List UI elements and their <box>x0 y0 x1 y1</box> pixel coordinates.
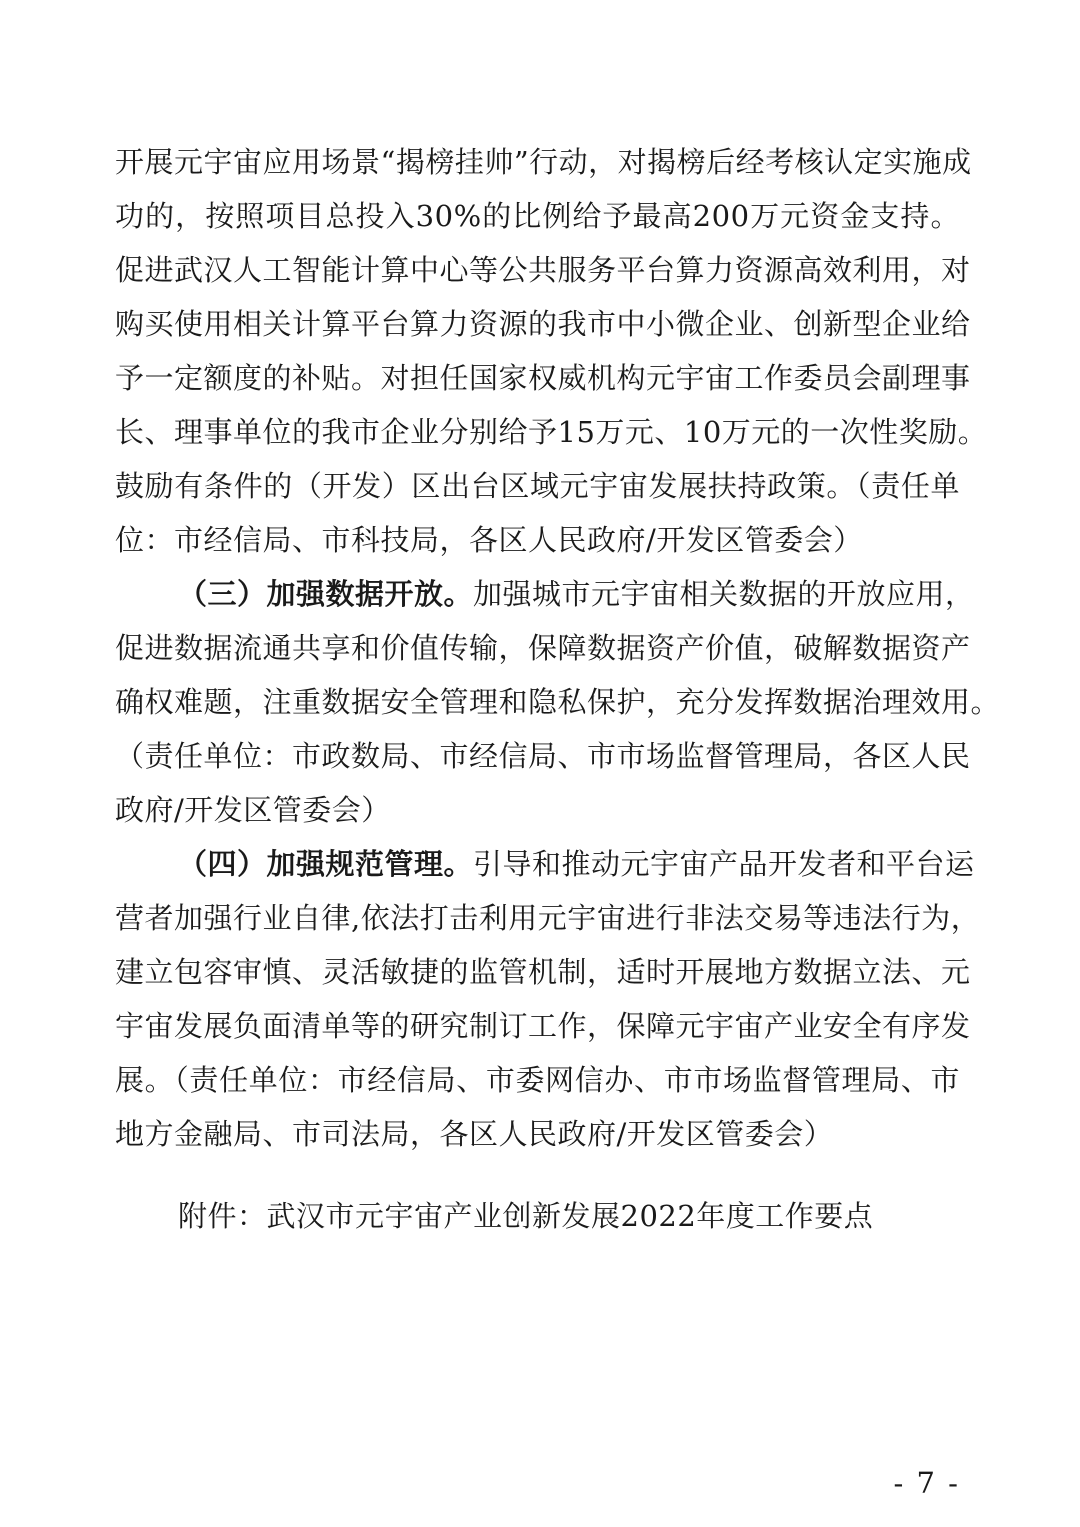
paragraph-line: 政府/开发区管委会） <box>115 793 391 827</box>
section-4-heading: （四）加强规范管理。 <box>178 847 474 881</box>
section-3-heading: （三）加强数据开放。 <box>178 577 474 611</box>
paragraph-line: 确权难题，注重数据安全管理和隐私保护，充分发挥数据治理效用。 <box>115 685 1001 719</box>
paragraph-line: （责任单位：市政数局、市经信局、市市场监督管理局，各区人民 <box>115 739 971 773</box>
paragraph-line: 位：市经信局、市科技局，各区人民政府/开发区管委会） <box>115 523 863 557</box>
section-3-first-line-text: 加强城市元宇宙相关数据的开放应用， <box>473 577 975 611</box>
paragraph-line: 促进数据流通共享和价值传输，保障数据资产价值，破解数据资产 <box>115 631 971 665</box>
paragraph-line: 地方金融局、市司法局，各区人民政府/开发区管委会） <box>115 1117 834 1151</box>
section-4-first-line-text: 引导和推动元宇宙产品开发者和平台运 <box>473 847 975 881</box>
paragraph-line: 营者加强行业自律,依法打击利用元宇宙进行非法交易等违法行为， <box>115 901 981 935</box>
paragraph-line: 予一定额度的补贴。对担任国家权威机构元宇宙工作委员会副理事 <box>115 361 971 395</box>
attachment-line: 附件：武汉市元宇宙产业创新发展2022年度工作要点 <box>178 1199 874 1233</box>
section-4-first-line <box>178 844 975 884</box>
paragraph-line: 促进武汉人工智能计算中心等公共服务平台算力资源高效利用，对 <box>115 253 971 287</box>
paragraph-line: 开展元宇宙应用场景“揭榜挂帅”行动，对揭榜后经考核认定实施成 <box>115 145 972 179</box>
paragraph-line: 功的，按照项目总投入30%的比例给予最高200万元资金支持。 <box>115 199 960 233</box>
paragraph-line: 长、理事单位的我市企业分别给予15万元、10万元的一次性奖励。 <box>115 415 988 449</box>
paragraph-line: 购买使用相关计算平台算力资源的我市中小微企业、创新型企业给 <box>115 307 971 341</box>
section-3-first-line <box>178 574 975 614</box>
page-number: - 7 - <box>893 1466 960 1500</box>
paragraph-line: 展。（责任单位：市经信局、市委网信办、市市场监督管理局、市 <box>115 1063 960 1097</box>
paragraph-line: 建立包容审慎、灵活敏捷的监管机制，适时开展地方数据立法、元 <box>115 955 971 989</box>
paragraph-line: 宇宙发展负面清单等的研究制订工作，保障元宇宙产业安全有序发 <box>115 1009 971 1043</box>
paragraph-line: 鼓励有条件的（开发）区出台区域元宇宙发展扶持政策。（责任单 <box>115 469 960 503</box>
